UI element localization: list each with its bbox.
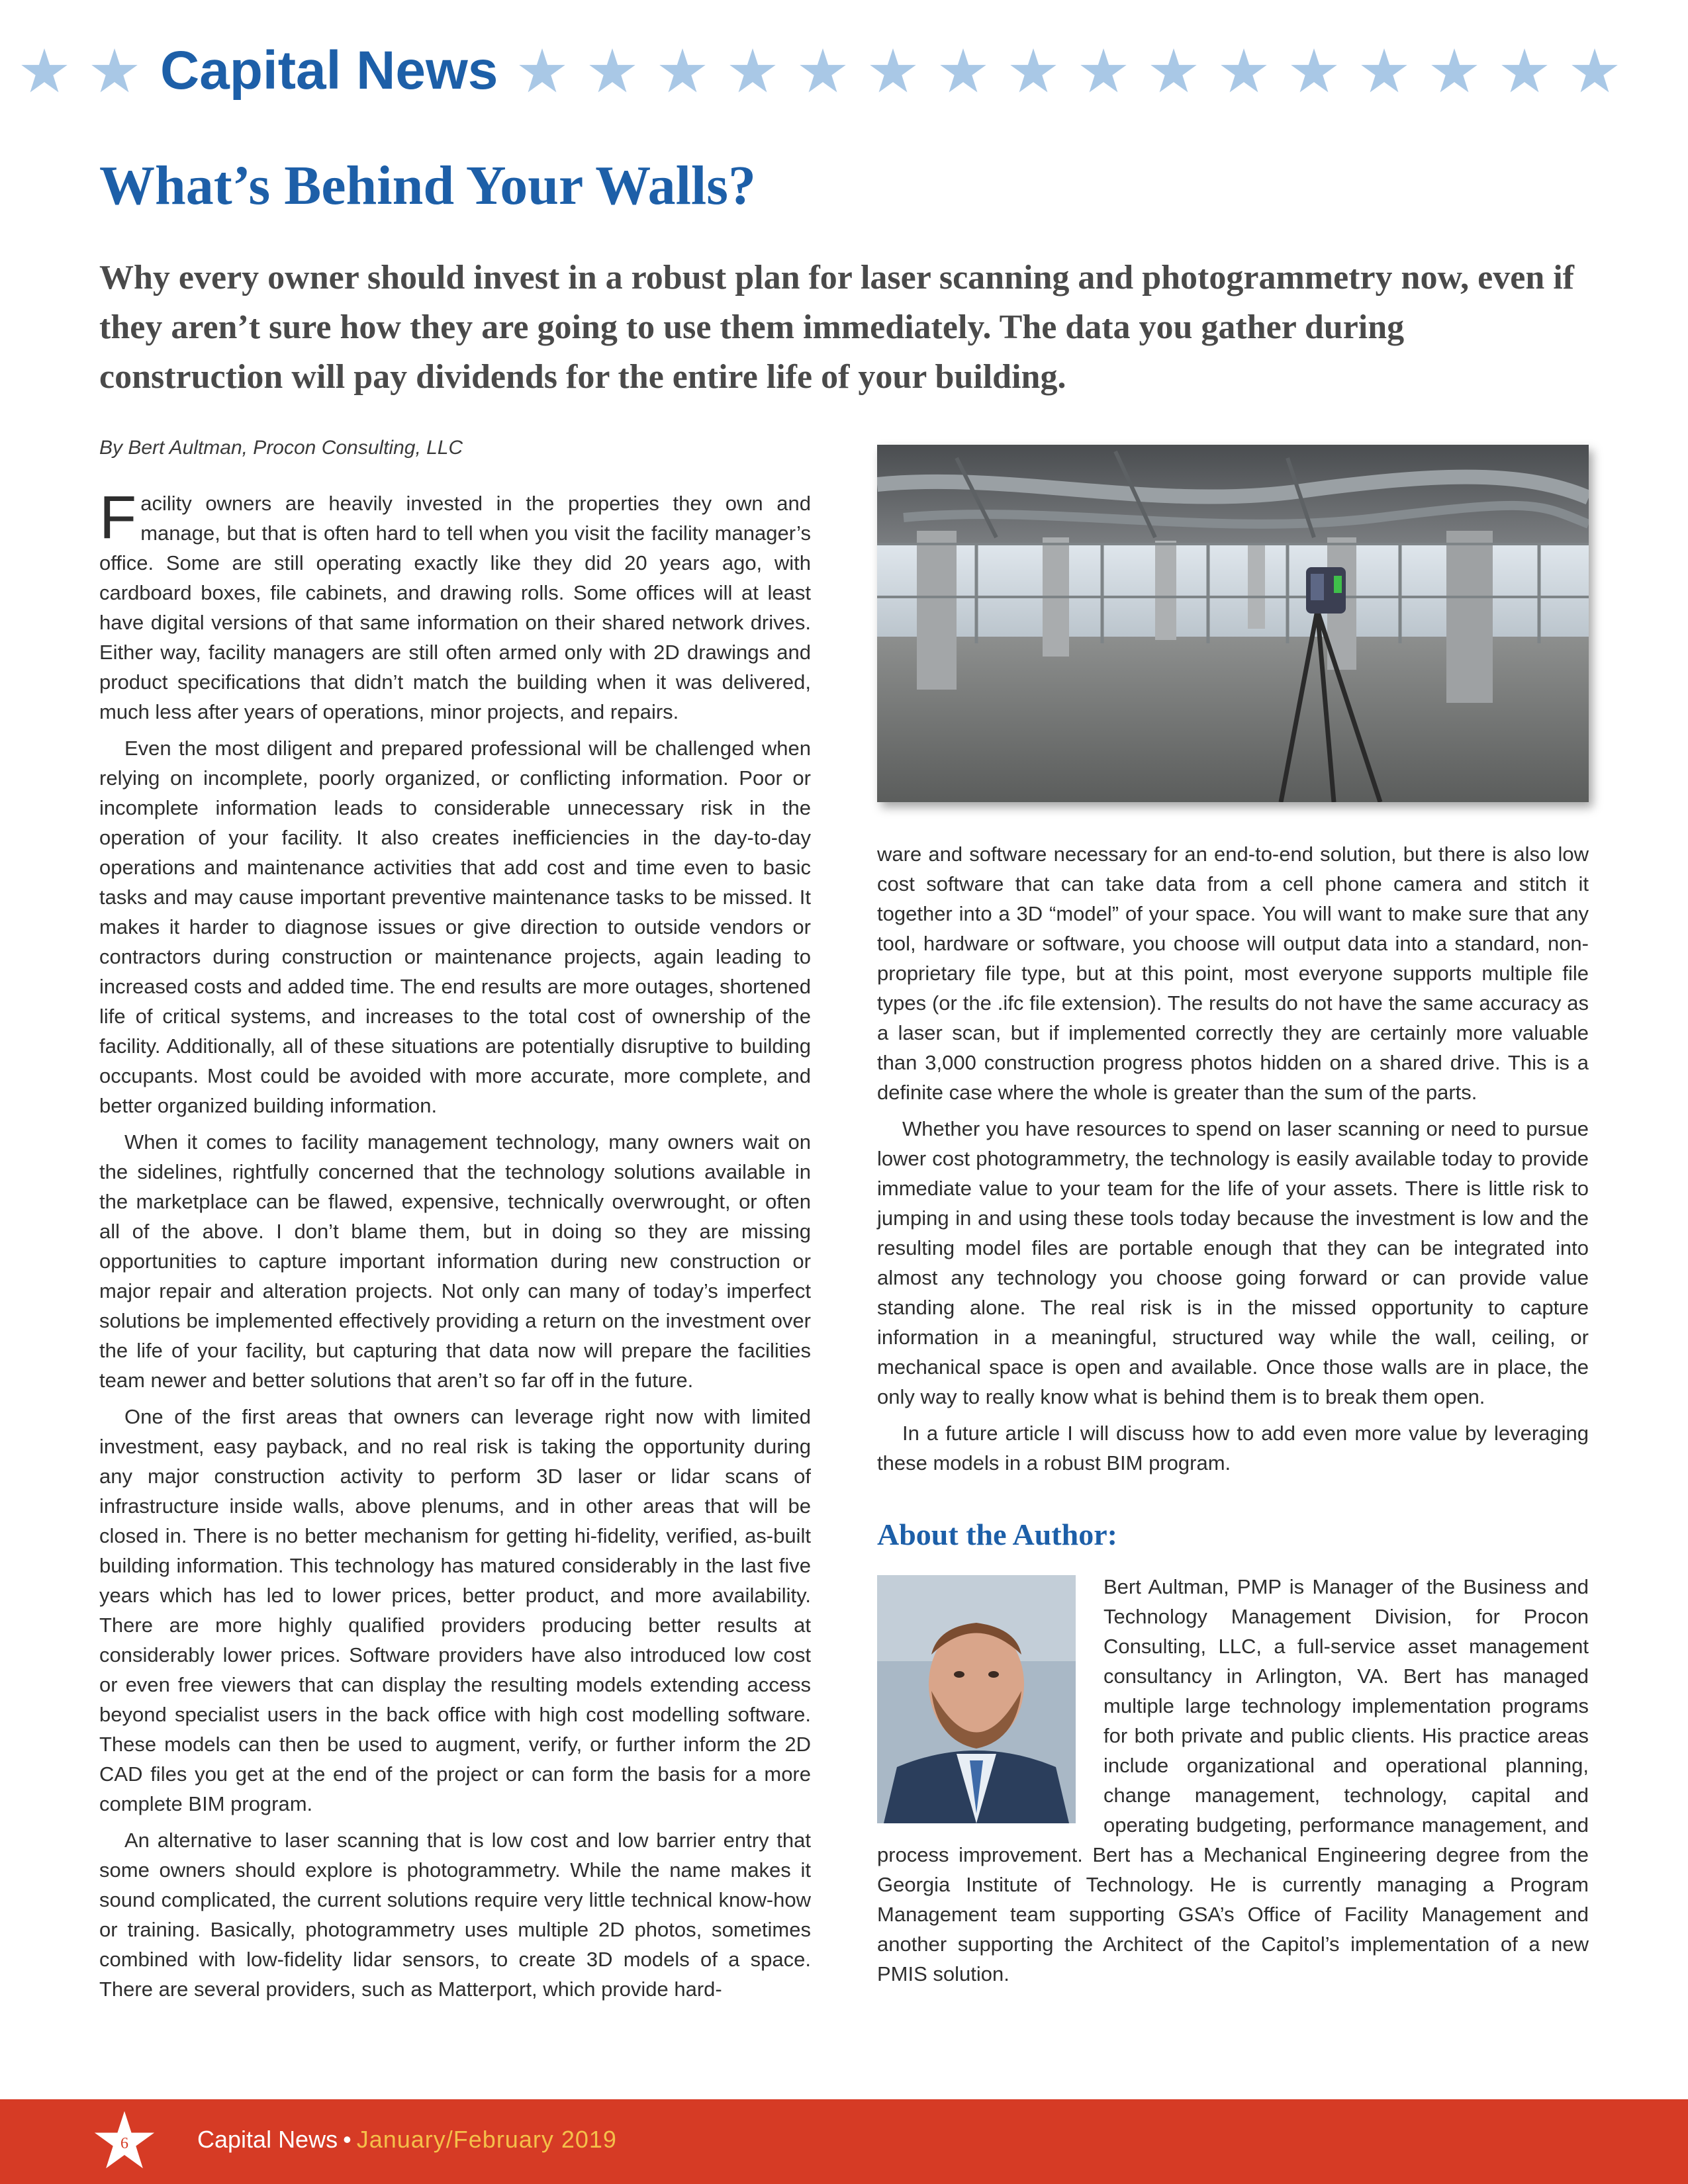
article-paragraph: One of the first areas that owners can leverage right now with limited investment, easy payback, and no real risk is taking the opportunity during any major construction activity to perform 3D laser or lidar scans of infrastructure inside walls, above plenums, and in other areas that will be closed in. There is no better mechanism for getting hi-fidelity, verified, as-built building information. This technology has matured considerably in the last five years which has led to lower prices, better product, and more availability. There are more highly qualified providers producing better results at considerably lower prices. Software providers have also introduced low cost or even free viewers that can display the resulting models extending access beyond specialist users in the back office with high cost modelling software. These models can then be used to augment, verify, or further inform the 2D CAD files you get at the end of the project or can form the basis for a more complete BIM program. [99,1405,811,1815]
article-paragraph: When it comes to facility management technology, many owners wait on the sidelines, rightfully concerned that the technology solutions available in the marketplace can be flawed, expensive, technically overwrought, or often all of the above. I don’t blame them, but in doing so they are missing opportunities to capture important information during new construction or major repair and alteration projects. Not only can many of today’s imperfect solutions be implemented effectively providing a return on the investment over the life of your facility, but capturing that data now will prepare the facilities team newer and better solutions that aren’t so far off in the future. [99,1130,811,1392]
article-paragraph: Whether you have resources to spend on laser scanning or need to pursue lower cost photogrammetry, the technology is easily available today to provide immediate value to your team for the life of your assets. There is little risk to jumping in and using these tools today because the investment is low and the resulting model files are portable enough that they can be integrated into almost any technology you choose going forward or can provide value standing alone. The real risk is in the missed opportunity to capture information in a meaningful, structured way while the wall, ceiling, or mechanical space is open and available. Once those walls are in place, the only way to really know what is behind them is to break them open. [877,1117,1589,1408]
about-author-heading: About the Author: [877,1518,1117,1551]
page-number: 6 [120,2134,128,2152]
article-column-left [99,484,811,2011]
footer-issue-date: January/February 2019 [356,2126,617,2153]
article-paragraph: In a future article I will discuss how to add even more value by leveraging these models in a robust BIM program. [877,1422,1589,1475]
masthead-banner [20,34,1675,107]
star-icon [939,46,988,95]
article-paragraph: An alternative to laser scanning that is low cost and low barrier entry that some owners should explore is photogrammetry. While the name makes it sound complicated, the current solutions require very little technical know-how or training. Basically, photogrammetry uses multiple 2D photos, sometimes combined with low-fidelity lidar sensors, to create 3D models of a space. There are several providers, such as Matterport, which provide hard- [99,1829,811,2001]
footer-separator: • [343,2126,352,2153]
star-icon [90,46,139,95]
author-bio-text: Bert Aultman, PMP is Manager of the Business and Technology Management Division, for Procon Consulting, LLC, a full-service asset management consultancy in Arlington, VA. Bert has managed multiple large technology implementation programs for both private and public clients. His practice areas include organizational and operational planning, change management, technology, capital and operating budgeting, performance management, and process improvement. Bert has a Mechanical Engineering degree from the Georgia Institute of Technology. He is currently managing a Program Management team supporting GSA’s Office of Facility Management and another supporting the Architect of the Capitol’s implementation of a new PMIS solution. [877,1575,1589,1985]
portrait-spacer [877,1572,1103,1827]
star-icon [1079,46,1128,95]
star-icon [658,46,707,95]
article-byline: By Bert Aultman, Procon Consulting, LLC [99,437,463,459]
laser-scanner-photo [877,445,1589,802]
star-icon [1289,46,1338,95]
star-icon [1009,46,1058,95]
publication-title: Capital News [160,40,498,101]
star-icon [1570,46,1619,95]
paragraph-text: acility owners are heavily invested in the properties they own and manage, but that is often hard to tell when you visit the facility manager’s office. Some are still operating exactly like they did 20 years ago, with cardboard boxes, file cabinets, and drawing rolls. Some offices will at least have digital versions of that same information on their shared network drives. Either way, facility managers are still often armed only with 2D drawings and product specifications that didn’t match the building when it was delivered, much less after years of operations, minor projects, and repairs. [99,492,811,723]
page-footer [0,2099,1688,2184]
article-deck: Why every owner should invest in a robust plan for laser scanning and photogrammetry now, even if they aren’t sure how they are going to use them immediately. The data you gather during construction will pay dividends for the entire life of your building. [99,259,1575,396]
article-paragraph: ware and software necessary for an end-to-end solution, but there is also low cost software that can take data from a cell phone camera and stitch it together into a 3D “model” of your space. You will want to make sure that any tool, hardware or software, you choose will output data into a standard, non-proprietary file type, but at this point, most everyone supports multiple file types (or the .ifc file extension). The results do not have the same accuracy as a laser scan, but if implemented correctly they are certainly more valuable than 3,000 construction progress photos hidden on a shared drive. This is a definite case where the whole is greater than the sum of the parts. [877,842,1589,1104]
footer-publication: Capital News [197,2126,338,2153]
star-icon [1500,46,1549,95]
star-icon [1219,46,1268,95]
article-paragraph [99,484,811,727]
star-icon [588,46,637,95]
star-icon [1360,46,1409,95]
star-icon [518,46,567,95]
article-headline: What’s Behind Your Walls? [99,155,756,216]
footer-publication-line [197,2126,617,2154]
star-icon [1430,46,1479,95]
star-icon [20,46,69,95]
drop-cap: F [99,484,137,551]
star-icon [1149,46,1198,95]
star-icon [728,46,777,95]
star-icon [798,46,847,95]
star-icon [868,46,917,95]
article-paragraph: Even the most diligent and prepared professional will be challenged when relying on incomplete, poorly organized, or conflicting information. Poor or incomplete information leads to considerable unnecessary risk in the operation of your facility. It also creates inefficiencies in the day-to-day operations and maintenance activities that add cost and time even to basic tasks and may cause important preventive maintenance tasks to be missed. It makes it harder to diagnose issues or give direction to outside vendors or contractors during construction or maintenance projects, again leading to increased costs and added time. The end results are more outages, shortened life of critical systems, and increases to the total cost of ownership of the facility. Additionally, all of these situations are potentially disruptive to building occupants. Most could be avoided with more accurate, more complete, and better organized building information. [99,737,811,1117]
article-column-right [877,839,1589,1484]
author-bio [877,1572,1589,1989]
